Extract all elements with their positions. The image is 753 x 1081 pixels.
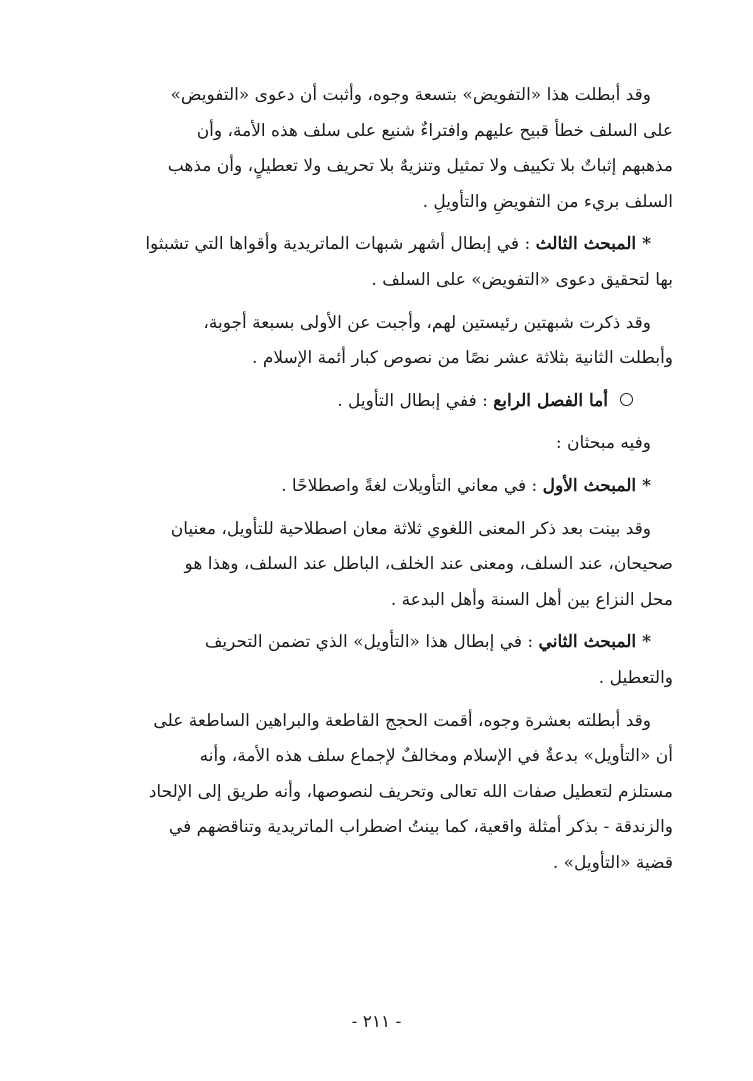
star-bullet: * bbox=[642, 234, 651, 255]
text-line: بها لتحقيق دعوى «التفويض» على السلف . bbox=[371, 269, 673, 290]
section-heading-line bbox=[103, 625, 673, 661]
star-bullet: * bbox=[642, 475, 651, 496]
text-line: مذهبهم إثباتٌ بلا تكييف ولا تمثيل وتنزيهٌ بلا تحريف ولا تعطيلٍ، وأن مذهب bbox=[167, 156, 673, 177]
text-line: قضية «التأويل» . bbox=[552, 852, 673, 873]
page-content bbox=[103, 78, 673, 888]
section-heading-third bbox=[103, 227, 673, 298]
text-line: السلف بريء من التفويضِ والتأويلِ . bbox=[422, 191, 673, 212]
section-heading-first bbox=[103, 469, 673, 505]
section-heading-second bbox=[103, 625, 673, 696]
paragraph-tawil-refutation bbox=[103, 704, 673, 882]
paragraph-tafwid-refutation bbox=[103, 78, 673, 220]
section-title: المبحث الثالث bbox=[535, 234, 637, 255]
section-title: المبحث الأول bbox=[542, 475, 637, 496]
section-title: المبحث الثاني bbox=[538, 632, 637, 653]
text-line: وفيه مبحثان : bbox=[555, 433, 651, 454]
chapter-subtitle: : ففي إبطال التأويل . bbox=[337, 390, 494, 411]
section-heading-line bbox=[103, 469, 673, 505]
text-line: والزندقة - بذكر أمثلة واقعية، كما بينتُ اضطراب الماتريدية وتناقضهم في bbox=[168, 817, 673, 838]
paragraph-two-doubts bbox=[103, 306, 673, 377]
circle-bullet-icon bbox=[620, 393, 633, 406]
chapter-heading-line bbox=[103, 384, 673, 420]
page-number: - ٢١١ - bbox=[351, 1012, 402, 1032]
text-line: وقد بينت بعد ذكر المعنى اللغوي ثلاثة معان اصطلاحية للتأويل، معنيان bbox=[170, 518, 651, 539]
text-line: صحيحان، عند السلف، ومعنى عند الخلف، الباطل عند السلف، وهذا هو bbox=[184, 554, 673, 575]
star-bullet: * bbox=[642, 632, 651, 653]
text-line: وقد ذكرت شبهتين رئيستين لهم، وأجبت عن الأولى بسبعة أجوبة، bbox=[203, 312, 651, 333]
text-line: محل النزاع بين أهل السنة وأهل البدعة . bbox=[390, 589, 673, 610]
paragraph-two-sections bbox=[103, 426, 673, 462]
text-line: وقد أبطلت هذا «التفويض» بتسعة وجوه، وأثبت أن دعوى «التفويض» bbox=[170, 85, 651, 105]
section-subtitle: : في إبطال هذا «التأويل» الذي تضمن التحريف bbox=[204, 632, 539, 653]
text-line: على السلف خطأ قبيح عليهم وافتراءٌ شنيع على سلف هذه الأمة، وأن bbox=[196, 120, 673, 141]
text-line: والتعطيل . bbox=[598, 667, 673, 688]
text-line: أن «التأويل» بدعةٌ في الإسلام ومخالفٌ لإجماع سلف هذه الأمة، وأنه bbox=[199, 746, 673, 767]
text-line: مستلزم لتعطيل صفات الله تعالى وتحريف لنصوصها، وأنه طريق إلى الإلحاد bbox=[148, 781, 673, 802]
section-subtitle: : في معاني التأويلات لغةً واصطلاحًا . bbox=[281, 475, 543, 496]
text-line: وأبطلت الثانية بثلاثة عشر نصًا من نصوص كبار أئمة الإسلام . bbox=[252, 348, 673, 369]
text-line: وقد أبطلته بعشرة وجوه، أقمت الحجج القاطعة والبراهين الساطعة على bbox=[153, 710, 651, 731]
chapter-title: أما الفصل الرابع bbox=[493, 390, 608, 411]
section-heading-line bbox=[103, 227, 673, 263]
paragraph-tawil-meanings bbox=[103, 512, 673, 619]
section-subtitle: : في إبطال أشهر شبهات الماتريدية وأقواها التي تشبثوا bbox=[145, 234, 536, 255]
chapter-heading-fourth bbox=[103, 384, 673, 420]
